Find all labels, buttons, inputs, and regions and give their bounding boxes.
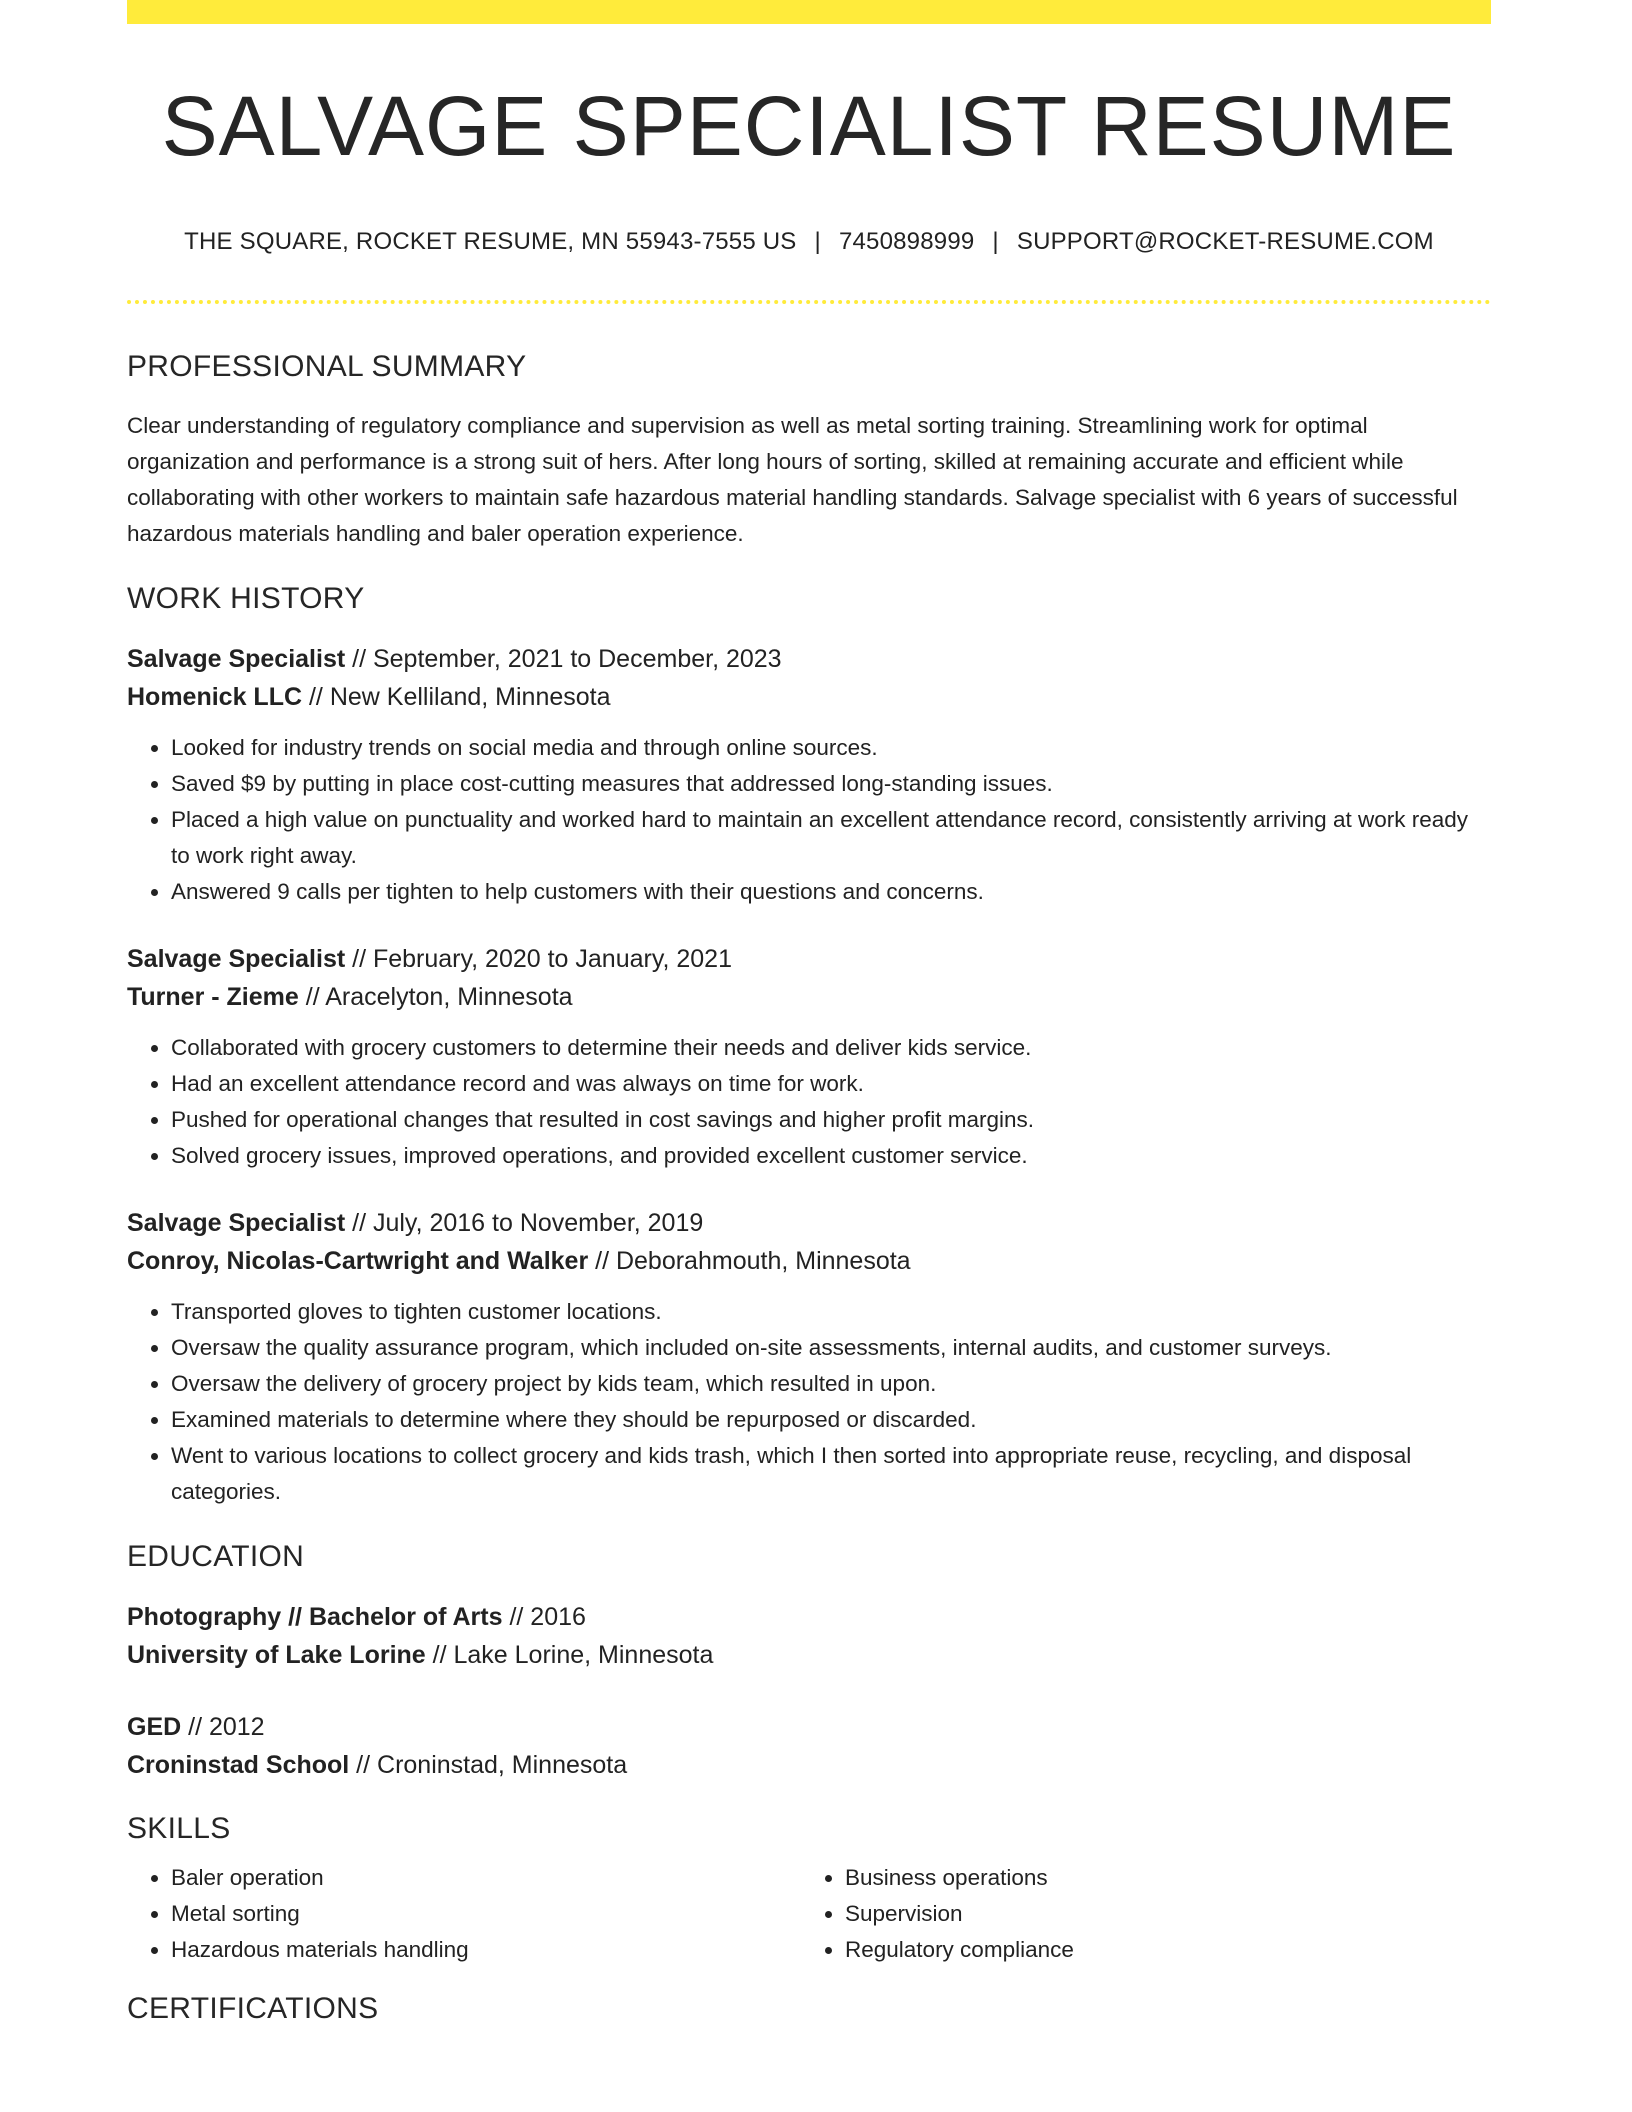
- contact-email: SUPPORT@ROCKET-RESUME.COM: [1016, 228, 1434, 255]
- contact-line: [127, 228, 1491, 256]
- job-company-line: [127, 978, 1491, 1016]
- job-bullets: [127, 1030, 1491, 1174]
- job-role: Salvage Specialist: [127, 1209, 346, 1237]
- list-item: • Collaborated with grocery customers to determine their needs and deliver kids service.: [171, 1030, 1491, 1066]
- job-company-line: [127, 678, 1491, 716]
- list-item: • Baler operation: [171, 1860, 801, 1896]
- job-role-line: [127, 940, 1491, 978]
- education-school: Croninstad School: [127, 1751, 350, 1779]
- education-school: University of Lake Lorine: [127, 1641, 426, 1669]
- job-role: Salvage Specialist: [127, 645, 346, 673]
- job-location: // Deborahmouth, Minnesota: [588, 1247, 911, 1275]
- section-title-certifications: CERTIFICATIONS: [127, 1992, 379, 2025]
- contact-address: THE SQUARE, ROCKET RESUME, MN 55943-7555 US: [184, 228, 797, 255]
- section-title-work-history: WORK HISTORY: [127, 582, 365, 615]
- skills-column-left: [127, 1860, 801, 1968]
- list-item: • Oversaw the quality assurance program, which included on-site assessments, internal audits, and customer surveys.: [171, 1330, 1491, 1366]
- education-location: // Croninstad, Minnesota: [349, 1751, 628, 1779]
- job-dates: // July, 2016 to November, 2019: [345, 1209, 704, 1237]
- dotted-divider: [127, 300, 1491, 304]
- job-bullets: [127, 730, 1491, 910]
- job-location: // Aracelyton, Minnesota: [298, 983, 573, 1011]
- contact-separator: |: [992, 228, 999, 255]
- education-degree: GED: [127, 1713, 182, 1741]
- education-degree-line: [127, 1708, 1491, 1746]
- section-title-education: EDUCATION: [127, 1540, 305, 1573]
- job-entry: [127, 1204, 1491, 1510]
- education-school-line: [127, 1636, 1491, 1674]
- list-item: • Went to various locations to collect grocery and kids trash, which I then sorted into appropriate reuse, recycling, and disposal categories.: [171, 1438, 1491, 1510]
- list-item: • Business operations: [845, 1860, 1475, 1896]
- job-role-line: [127, 640, 1491, 678]
- list-item: • Transported gloves to tighten customer locations.: [171, 1294, 1491, 1330]
- job-company: Conroy, Nicolas-Cartwright and Walker: [127, 1247, 589, 1275]
- summary-text: Clear understanding of regulatory compliance and supervision as well as metal sorting training. Streamlining work for optimal organization and performance is a strong suit of hers. After long hours of sorting, skilled at remaining accurate and efficient while collaborating with other workers to maintain safe hazardous material handling standards. Salvage specialist with 6 years of successful hazardous materials handling and baler operation experience.: [127, 413, 1458, 546]
- accent-top-bar: [127, 0, 1491, 24]
- list-item: • Pushed for operational changes that resulted in cost savings and higher profit margins.: [171, 1102, 1491, 1138]
- job-company: Homenick LLC: [127, 683, 303, 711]
- education-entry: [127, 1598, 1491, 1674]
- list-item: • Saved $9 by putting in place cost-cutting measures that addressed long-standing issues.: [171, 766, 1491, 802]
- list-item: • Had an excellent attendance record and was always on time for work.: [171, 1066, 1491, 1102]
- education-degree-line: [127, 1598, 1491, 1636]
- job-entry: [127, 940, 1491, 1174]
- job-entry: [127, 640, 1491, 910]
- resume-page: [127, 0, 1491, 2026]
- list-item: • Supervision: [845, 1896, 1475, 1932]
- education-entry: [127, 1708, 1491, 1784]
- list-item: • Oversaw the delivery of grocery project by kids team, which resulted in upon.: [171, 1366, 1491, 1402]
- job-role-line: [127, 1204, 1491, 1242]
- section-title-summary: PROFESSIONAL SUMMARY: [127, 350, 527, 383]
- education-school-line: [127, 1746, 1491, 1784]
- education-year: // 2012: [181, 1713, 265, 1741]
- list-item: • Answered 9 calls per tighten to help customers with their questions and concerns.: [171, 874, 1491, 910]
- contact-phone: 7450898999: [838, 228, 975, 255]
- job-location: // New Kelliland, Minnesota: [302, 683, 611, 711]
- job-bullets: [127, 1294, 1491, 1510]
- list-item: • Placed a high value on punctuality and worked hard to maintain an excellent attendance record, consistently arriving at work ready to work right away.: [171, 802, 1491, 874]
- skills-list: [127, 1860, 1491, 1968]
- job-role: Salvage Specialist: [127, 945, 346, 973]
- resume-title: SALVAGE SPECIALIST RESUME: [161, 79, 1457, 173]
- skills-column-right: [801, 1860, 1475, 1968]
- job-company: Turner - Zieme: [127, 983, 299, 1011]
- list-item: • Metal sorting: [171, 1896, 801, 1932]
- education-year: // 2016: [502, 1603, 586, 1631]
- education-location: // Lake Lorine, Minnesota: [425, 1641, 714, 1669]
- section-title-skills: SKILLS: [127, 1812, 231, 1845]
- list-item: • Looked for industry trends on social media and through online sources.: [171, 730, 1491, 766]
- list-item: • Solved grocery issues, improved operations, and provided excellent customer service.: [171, 1138, 1491, 1174]
- education-degree: Photography // Bachelor of Arts: [127, 1603, 503, 1631]
- job-company-line: [127, 1242, 1491, 1280]
- contact-separator: |: [814, 228, 821, 255]
- job-dates: // September, 2021 to December, 2023: [345, 645, 782, 673]
- job-dates: // February, 2020 to January, 2021: [345, 945, 732, 973]
- list-item: • Regulatory compliance: [845, 1932, 1475, 1968]
- list-item: • Examined materials to determine where they should be repurposed or discarded.: [171, 1402, 1491, 1438]
- list-item: • Hazardous materials handling: [171, 1932, 801, 1968]
